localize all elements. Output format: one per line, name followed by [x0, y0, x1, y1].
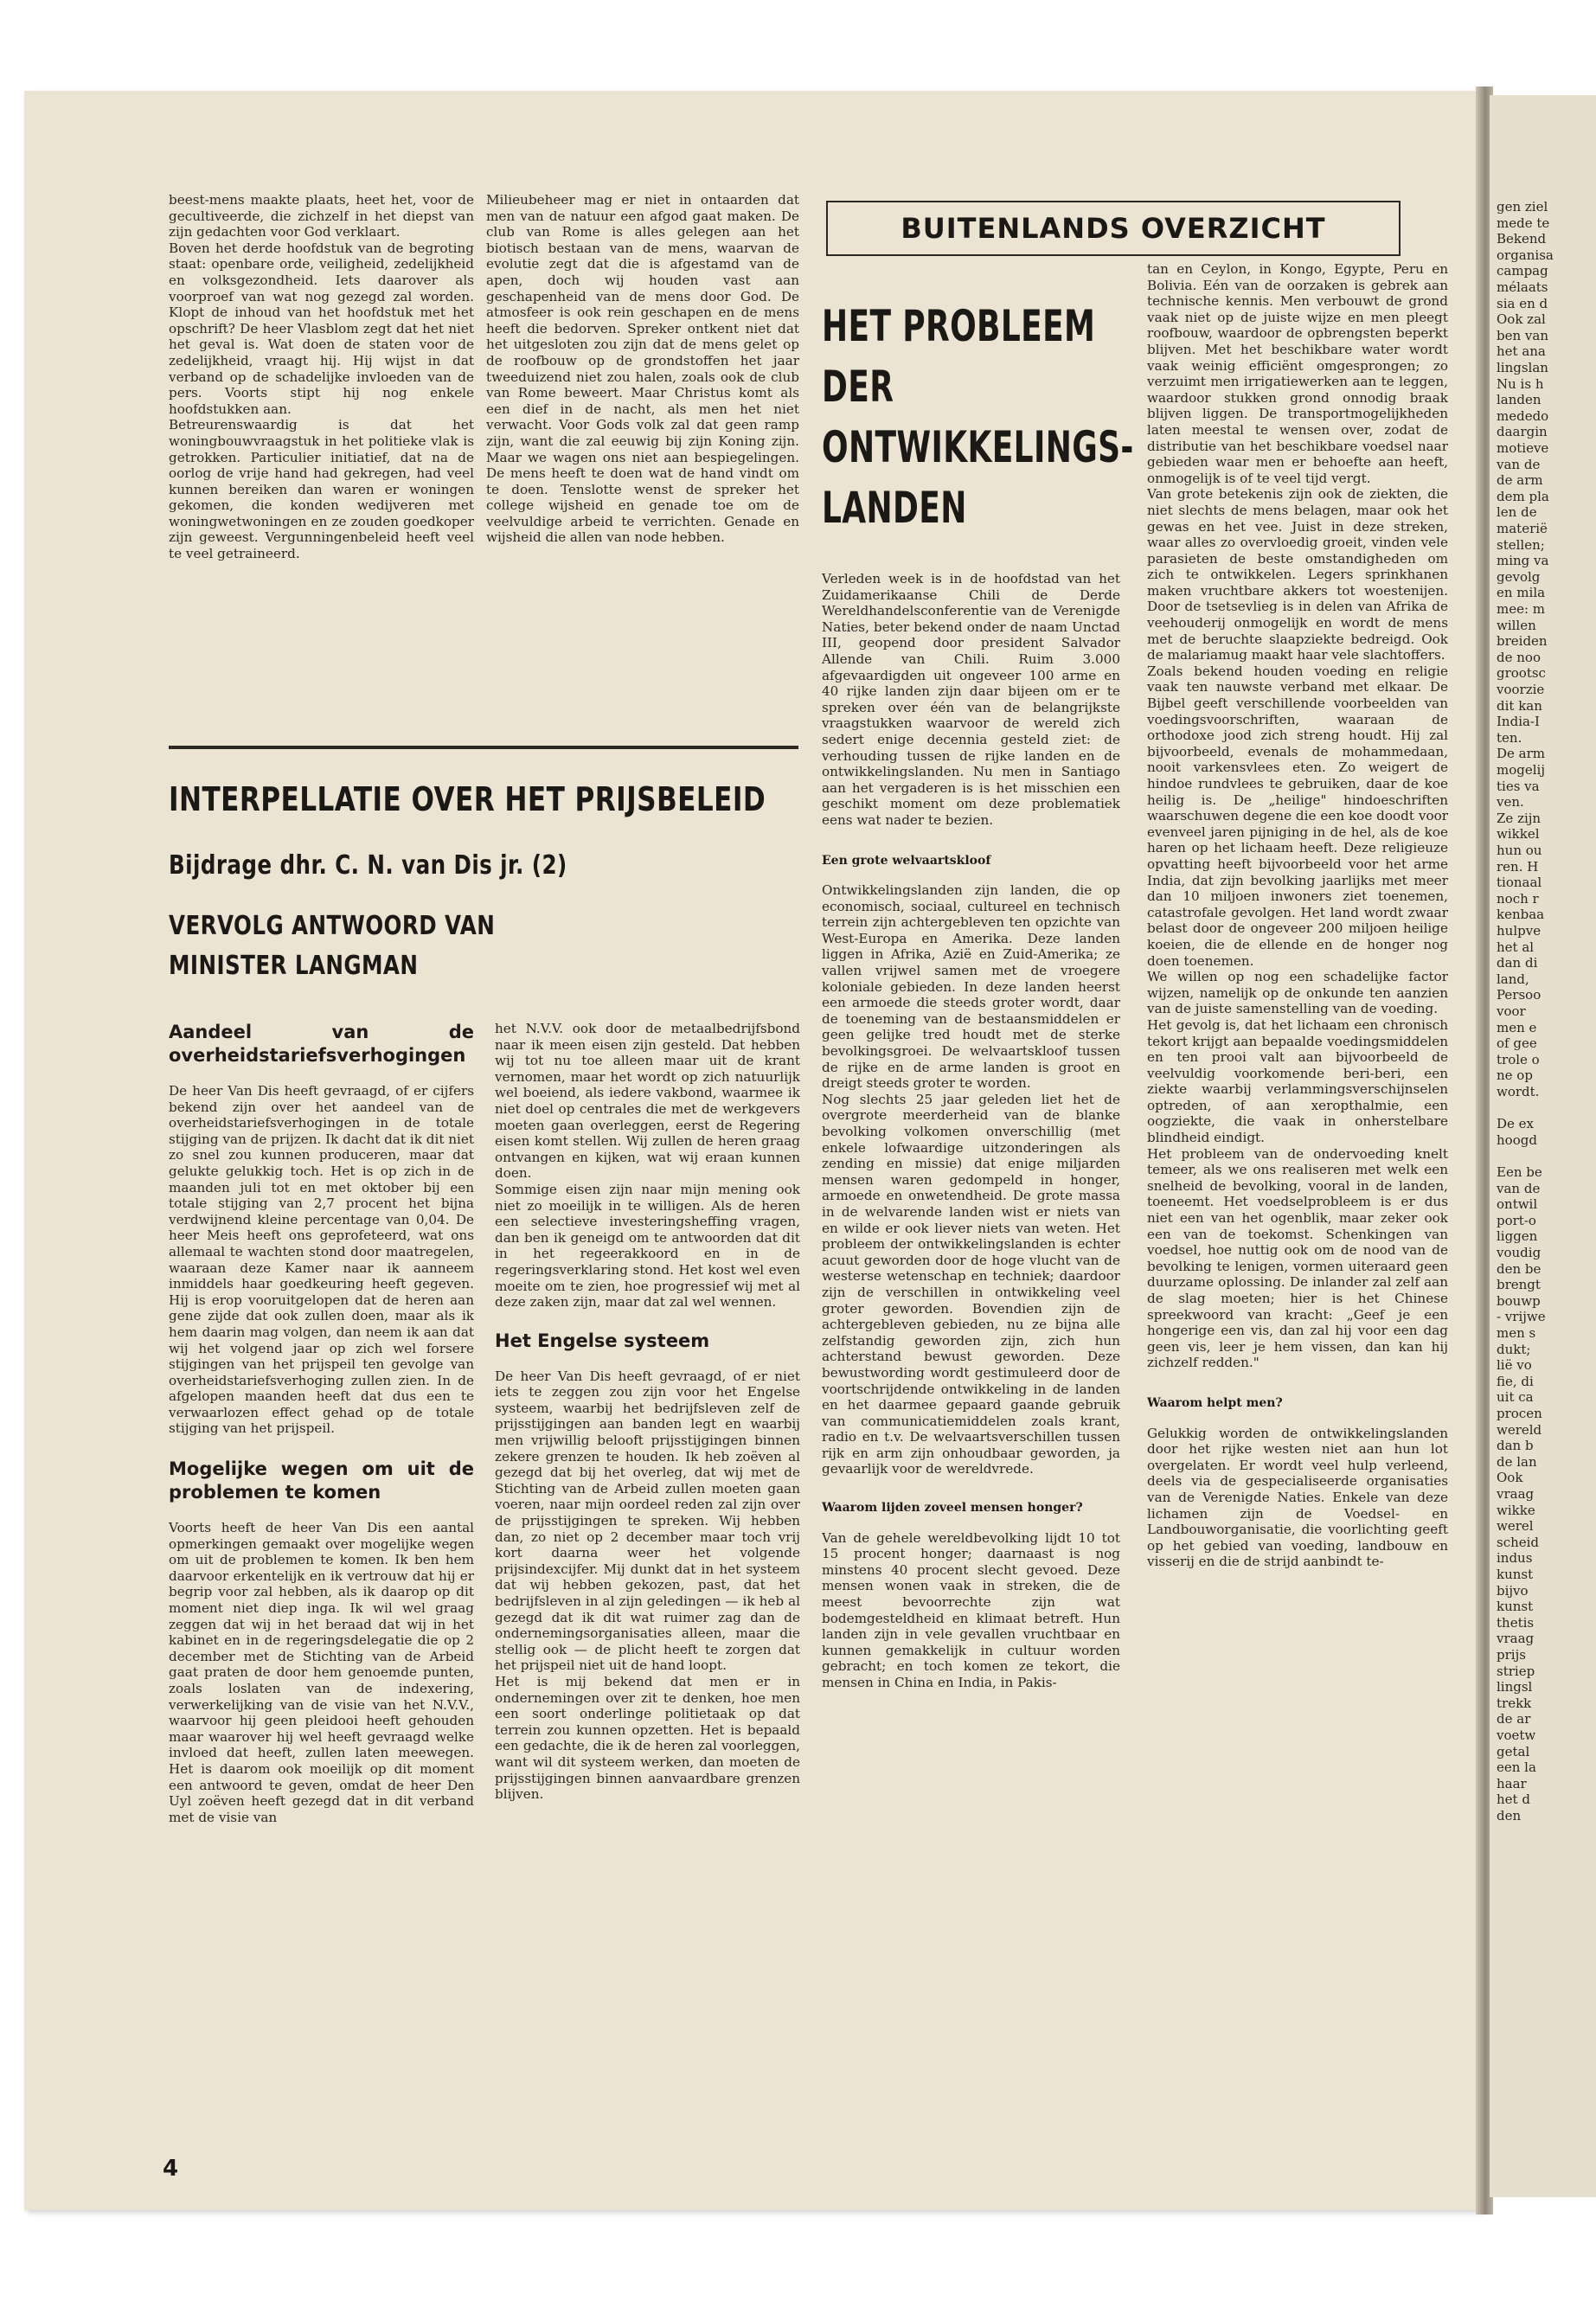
buitenlands-overzicht-banner [826, 201, 1401, 256]
next-page-edge-line: van de [1497, 456, 1541, 472]
section-rule [169, 746, 798, 749]
next-page-edge-line: gevolg [1497, 568, 1541, 585]
next-page-edge-line: landen [1497, 392, 1542, 408]
col1-top-text: beest-mens maakte plaats, heet het, voor de gecultiveerde, die zichzelf in het diepst van zijn gedachten voor God verklaart. Boven het derde hoofdstuk van de begroting staat: openbare orde, veiligheid, zedelijkheid en volksgezondheid. Iets daarover als voorproef van wat nog gezegd zal worden. Klopt de inhoud van het hoofdstuk met het opschrift? De heer Vlasblom zegt dat het niet het geval is. Wat doen de staten voor de zedelijkheid, vraagt hij. Hij wijst in dat verband op de schadelijke invloeden van de pers. Voorts stipt hij nog enkele hoofdstukken aan. Betreurenswaardig is dat het woningbouwvraagstuk in het politieke vlak is getrokken. Particulier initiatief, dat na de oorlog de vrije hand had gekregen, had veel kunnen bereiken dan waren er woningen gekomen, die konden wedijveren met woningwetwoningen en ze zouden goedkoper zijn geweest. Vergunningenbeleid heeft veel te veel getraineerd. [169, 192, 474, 562]
next-page-edge-line: van de [1497, 1180, 1541, 1196]
next-page-edge-line: trekk [1497, 1695, 1532, 1711]
sub-engelse-systeem: Het Engelse systeem [495, 1330, 710, 1351]
next-page-edge-line: mee: m [1497, 601, 1546, 617]
next-page-edge-line: vraag [1497, 1486, 1535, 1502]
next-page-edge-line: een la [1497, 1759, 1536, 1776]
next-page-edge-line: ties va [1497, 778, 1540, 794]
probleem-headline: HET PROBLEEM DER ONTWIKKELINGS- LANDEN [822, 301, 1134, 533]
next-page-edge-line: materië [1497, 521, 1548, 536]
next-page-edge-line: daargin [1497, 424, 1548, 440]
next-page-edge-line: wikke [1497, 1502, 1535, 1518]
next-page-edge-line: den [1497, 1808, 1522, 1823]
next-page-edge-line: mede te [1497, 215, 1550, 231]
next-page-edge-line: Ook zal [1497, 311, 1546, 328]
next-page-edge-line: lingslan [1497, 360, 1548, 375]
next-page-edge-line: sia en d [1497, 295, 1548, 311]
next-page-edge-line: ten. [1497, 729, 1522, 746]
next-page-edge-line: brengt [1497, 1277, 1541, 1293]
buitenland-col2: tan en Ceylon, in Kongo, Egypte, Peru en Bolivia. Eén van de oorzaken is gebrek aan technische kennis. Men verbouwt de grond vaak niet op de juiste wijze en men pleegt roofbouw, waardoor de opbrengsten beperkt blijven. Met het beschikbare water wordt vaak weinig efficiënt omgesprongen; zo verzuimt men irrigatiewerken aan te leggen, waardoor stukken grond onnodig braak blijven liggen. De transportmogelijkheden laten meestal te wensen over, zodat de distributie van het beschikbare voedsel naar gebieden waar men er behoefte aan heeft, onmogelijk is of te veel tijd vergt. Van grote betekenis zijn ook de ziekten, die niet slechts de mens belagen, maar ook het gewas en het vee. Juist in deze streken, waar alles zo overvloedig groeit, vinden vele parasieten de beste omstandigheden om zich te ontwikkelen. Legers sprinkhanen maken vruchtbare akkers tot woestenijen. Door de tsetsevlieg is in delen van Afrika de veehouderij onmogelijk en wordt de mens met de beruchte slaapziekte bedreigd. Ook de malariamug maakt haar vele slachtoffers. Zoals bekend houden voeding en religie vaak ten nauwste verband met elkaar. De Bijbel geeft verschillende voorbeelden van voedingsvoorschriften, waaraan de orthodoxe jood zich streng houdt. Hij zal bijvoorbeeld, evenals de mohammedaan, nooit varkensvlees eten. Zo weigert de hindoe rundvlees te gebruiken, daar de koe heilig is. De „heilige" hindoeschriften waarschuwen degene die een koe doodt voor evenveel jaren pijniging in de hel, als de koe haren op het lichaam heeft. Deze religieuze opvatting heeft bijvoorbeeld voor het arme India, dat zijn bevolking jaarlijks met meer dan 10 miljoen inwoners ziet toenemen, catastrofale gevolgen. Het land wordt zwaar belast door de ongeveer 200 miljoen heilige koeien, die de ellende en de honger nog doen toenemen. We willen op nog een schadelijke factor wijzen, namelijk op de onkunde ten aanzien van de juiste samenstelling van de voeding. Het gevolg is, dat het lichaam een chronisch tekort krijgt aan bepaalde voedingsmiddelen en ten prooi valt aan bijvoorbeeld de veelvuldig voorkomende beri-beri, een ziekte waarbij verlammingsverschijnselen optreden, of aan xeropthalmie, een oogziekte, die vaak in onherstelbare blindheid eindigt. Het probleem van de ondervoeding knelt temeer, als we ons realiseren met welk een snelheid de bevolking, vooral in de landen, toeneemt. Het voedselprobleem is er dus niet een van het ogenblik, maar zeker ook een van de toekomst. Schenkingen van voedsel, hoe nuttig ook om de nood van de bevolking te lenigen, vormen uiteraard geen duurzame oplossing. De inlander zal zelf aan de slag moeten; hier is het Chinese spreekwoord van kracht: „Geef je een hongerige een vis, dan zal hij voor een dag geen vis, leer je hem vissen, dan kan hij zichzelf redden." Waarom helpt men? Gelukkig worden de ontwikkelingslanden door het rijke westen niet aan hun lot overgelaten. Er wordt veel hulp verleend, deels via de gespecialiseerde organisaties van de Verenigde Naties. Enkele van deze lichamen zijn de Voedsel- en Landbouworganisatie, die voorlichting geeft op het gebied van voeding, landbouw en visserij en die de strijd aanbindt te- [1147, 261, 1448, 1570]
next-page-edge-line: fie, di [1497, 1373, 1534, 1389]
next-page-edge-line: prijs [1497, 1647, 1526, 1663]
sub-waarom-helpt: Waarom helpt men? [1147, 1395, 1283, 1410]
interpellatie-subhead-1: VERVOLG ANTWOORD VAN [169, 911, 496, 941]
next-page-edge-line: Ook [1497, 1470, 1523, 1486]
next-page-edge-line: grootsc [1497, 665, 1546, 682]
next-page-edge-line: werel [1497, 1518, 1534, 1535]
next-page-edge-line: ren. H [1497, 858, 1539, 875]
next-page-edge-line: procen [1497, 1406, 1542, 1421]
next-page-edge-line: ontwil [1497, 1196, 1538, 1213]
next-page-edge-line: wikkel [1497, 826, 1540, 843]
next-page-edge-line: uit ca [1497, 1389, 1534, 1406]
interpellatie-byline: Bijdrage dhr. C. N. van Dis jr. (2) [169, 850, 567, 881]
next-page-edge-line: kenbaa [1497, 907, 1545, 923]
next-page-edge-line: land, [1497, 971, 1529, 987]
next-page-edge-line: mogelij [1497, 762, 1545, 778]
next-page-edge-line: hoogd [1497, 1131, 1537, 1148]
next-page-edge-line: dem pla [1497, 488, 1549, 504]
sub-welvaartskloof: Een grote welvaartskloof [822, 853, 991, 868]
next-page-edge-line: dukt; [1497, 1341, 1531, 1357]
next-page-edge-line: campag [1497, 263, 1548, 279]
next-page-edge-line: India-I [1497, 714, 1540, 730]
next-page-edge-line: het ana [1497, 343, 1546, 360]
sub-mogelijke-wegen: Mogelijke wegen om uit de problemen te komen [169, 1458, 474, 1503]
col2-top-text: Milieubeheer mag er niet in ontaarden dat men van de natuur een afgod gaat maken. De club van Rome is alles gelegen aan het biotisch bestaan van de mens, waarvan de evolutie zegt dat die is afgestamd van de apen, doch wij houden vast aan geschapenheid van de mens door God. De atmosfeer is ook rein geschapen en de mens heeft die bedorven. Spreker ontkent niet dat het uitgesloten zou zijn dat de mens gelet op de roofbouw op de grondstoffen het jaar tweeduizend niet zou halen, zoals ook de club van Rome beweert. Maar Christus komt als een dief in de nacht, als men het niet verwacht. Voor Gods volk zal dat geen ramp zijn, want die zal eeuwig bij zijn Koning zijn. Maar we wagen ons niet aan bespiegelingen. De mens heeft te doen wat de hand vindt om te doen. Tenslotte wenst de spreker het college wijsheid en genade toe om de veelvuldige arbeid te verrichten. Genade en wijsheid die allen van node hebben. [486, 192, 799, 546]
next-page-edge-line: voor [1497, 1003, 1526, 1019]
next-page-edge-line: de arm [1497, 472, 1543, 489]
next-page-edge-line: men e [1497, 1019, 1537, 1035]
next-page-edge-line: indus [1497, 1550, 1533, 1567]
next-page-edge-line: Persoo [1497, 987, 1542, 1003]
next-page-edge-line: de lan [1497, 1453, 1537, 1470]
next-page-edge-line: het d [1497, 1791, 1530, 1808]
next-page-edge-line: De arm [1497, 746, 1546, 762]
next-page-edge-line: gen ziel [1497, 199, 1548, 215]
next-page-edge-line: en mila [1497, 585, 1546, 601]
next-page-edge-line: men s [1497, 1325, 1536, 1341]
next-page-edge-line: breiden [1497, 633, 1548, 650]
next-page-edge-line: bijvo [1497, 1582, 1529, 1599]
next-page-edge-line: scheid [1497, 1534, 1540, 1550]
next-page-edge-line: thetis [1497, 1614, 1535, 1631]
next-page-edge-line: voetw [1497, 1727, 1536, 1743]
next-page-edge [1490, 95, 1596, 2197]
sub-overheidstarieven: Aandeel van de overheidstariefsverhogingen [169, 1022, 474, 1066]
next-page-edge-line: mélaats [1497, 279, 1548, 295]
next-page-edge-line: de noo [1497, 649, 1541, 665]
next-page-edge-line: vraag [1497, 1631, 1535, 1647]
interpellatie-col2: het N.V.V. ook door de metaalbedrijfsbond naar ik meen eisen zijn gesteld. Dat hebben wij tot nu toe alleen maar uit de krant vernomen, maar het wordt op zich natuurlijk wel boeiend, als iedere vakbond, waarmee ik niet doel op centrales die met de werkgevers moeten gaan overleggen, eerst de Regering eisen komt stellen. Wij zullen de heren graag ontvangen en kijken, wat wij eraan kunnen doen. Sommige eisen zijn naar mijn mening ook niet zo moeilijk in te willigen. Als de heren een selectieve investeringsheffing vragen, dan ben ik geneigd om te antwoorden dat dit in het regeerakkoord en in de regeringsverklaring stond. Het kost wel even moeite om te zien, hoe progressief wij met al deze zaken zijn, maar dat zal wel wennen. Het Engelse systeem De heer Van Dis heeft gevraagd, of er niet iets te zeggen zou zijn voor het Engelse systeem, waarbij het bedrijfsleven zelf de prijsstijgingen aan banden legt en waarbij men vrijwillig belooft prijsstijgingen binnen zekere grenzen te houden. Ik heb zoëven al gezegd dat bij het overleg, dat wij met de Stichting van de Arbeid zullen moeten gaan voeren, naar mijn oordeel reden zal zijn over de prijsstijgingen te spreken. Wij hebben dan, zo niet op 2 december maar toch vrij kort daarna weer het volgende prijsindexcijfer. Mij dunkt dat in het systeem dat wij hebben gekozen, past, dat het bedrijfsleven in al zijn geledingen — ik heb al gezegd dat ik dit wat ruimer zag dan de ondernemingsorganisaties alleen, maar die stellig ook — de plicht heeft te zorgen dat het prijspeil niet uit de hand loopt. Het is mij bekend dat men er in ondernemingen over zit te denken, hoe men een soort onderlinge politietaak op dat terrein zou kunnen opzetten. Het is bepaald een gedachte, die ik de heren zal voorleggen, want wil dit systeem werken, dan moeten de prijsstijgingen binnen aanvaardbare grenzen blijven. [495, 1021, 800, 1803]
next-page-edge-line: len de [1497, 504, 1537, 521]
next-page-edge-line: ne op [1497, 1067, 1533, 1084]
next-page-edge-line: dit kan [1497, 697, 1542, 714]
next-page-edge-line: kunst [1497, 1567, 1534, 1582]
sub-honger: Waarom lijden zoveel mensen honger? [822, 1501, 1083, 1516]
next-page-edge-line: lingsl [1497, 1679, 1533, 1695]
next-page-edge-line: organisa [1497, 247, 1554, 263]
interpellatie-col1: Aandeel van de overheidstariefsverhogingen De heer Van Dis heeft gevraagd, of er cijfers bekend zijn over het aandeel van de overheidstariefsverhogingen in de totale stijging van de prijzen. Ik dacht dat ik dit niet zo snel zou kunnen produceren, maar dat gelukte gelukkig toch. Het is op zich in de maanden juli tot en met oktober bij een totale stijging van 2,7 procent het bijna verdwijnend kleine percentage van 0,04. De heer Meis heeft ons geprofeteerd, wat ons allemaal te wachten stond door maatregelen, waaraan deze Kamer naar ik aanneem inmiddels haar goedkeuring heeft gegeven. Hij is erop vooruitgelopen dat de heren aan gene zijde dat ook zullen doen, maar als ik hem daarin mag volgen, dan neem ik aan dat wij het volgend jaar op zich wel forsere stijgingen van het prijspeil ten gevolge van overheidstariefsverhoging zullen zien. In de afgelopen maanden heeft dat dus een te verwaarlozen effect gehad op de totale stijging van het prijspeil. Mogelijke wegen om uit de problemen te komen Voorts heeft de heer Van Dis een aantal opmerkingen gemaakt over mogelijke wegen om uit de problemen te komen. Ik ben hem daarvoor erkentelijk en ik vertrouw dat hij er begrip voor zal hebben, als ik daarop op dit moment niet diep inga. Ik wil wel graag zeggen dat wij in het beraad dat wij in het kabinet en in de regeringsdelegatie die op 2 december met de Stichting van de Arbeid gaat praten de door hem genoemde punten, zoals loslaten van de indexering, verwerkelijking van de visie van het N.V.V., waarvoor hij geen pleidooi heeft gehouden maar waarover hij wel heeft gevraagd welke invloed dat heeft, zullen laten meewegen. Het is daarom ook moeilijk op dit moment een antwoord te geven, omdat de heer Den Uyl zoëven heeft gezegd dat in dit verband met de visie van [169, 1022, 474, 1825]
next-page-edge-line: wordt. [1497, 1084, 1540, 1099]
next-page-edge-line: kunst [1497, 1599, 1534, 1615]
next-page-edge-line: stellen; [1497, 536, 1545, 553]
next-page-edge-line: ben van [1497, 327, 1548, 343]
next-page-edge-line: liggen [1497, 1228, 1538, 1245]
next-page-edge-line: trole o [1497, 1051, 1540, 1067]
next-page-edge-line: port-o [1497, 1212, 1536, 1228]
next-page-edge-line: motieve [1497, 440, 1549, 456]
next-page-edge-line: Bekend [1497, 231, 1547, 247]
next-page-edge-line: noch r [1497, 890, 1539, 907]
next-page-edge-line: ven. [1497, 794, 1524, 811]
next-page-edge-line: dan di [1497, 955, 1538, 971]
next-page-edge-line: wereld [1497, 1421, 1542, 1438]
buitenland-col1: Verleden week is in de hoofdstad van het Zuidamerikaanse Chili de Derde Wereldhandelsconferentie van de Verenigde Naties, beter bekend onder de naam Unctad III, geopend door president Salvador Allende van Chili. Ruim 3.000 afgevaardigden uit ongeveer 100 arme en 40 rijke landen zijn daar bijeen om er te spreken over één van de belangrijkste vraagstukken waarvoor de wereld zich sedert enige decennia gesteld ziet: de verhouding tussen de rijke landen en de ontwikkelingslanden. Nu men in Santiago aan het vergaderen is is het misschien een geschikt moment om deze problematiek eens wat nader te bezien. Een grote welvaartskloof Ontwikkelingslanden zijn landen, die op economisch, sociaal, cultureel en technisch terrein zijn achtergebleven ten opzichte van West-Europa en Amerika. Deze landen liggen in Afrika, Azië en Zuid-Amerika; ze vallen vrijwel samen met de vroegere koloniale gebieden. In deze landen heerst een armoede die steeds groter wordt, daar de toeneming van de bestaansmiddelen er geen gelijke tred houdt met de sterke bevolkingsgroei. De welvaartskloof tussen de rijke en de arme landen is groot en dreigt steeds groter te worden. Nog slechts 25 jaar geleden liet het de overgrote meerderheid van de blanke bevolking volkomen onverschillig (met enkele lofwaardige uitzonderingen als zending en missie) dat enige miljarden mensen waren gedompeld in honger, armoede en onwetendheid. De grote massa in de welvarende landen wist er niets van en wilde er ook liever niets van weten. Het probleem der ontwikkelingslanden is echter acuut geworden door de hoge vlucht van de westerse wetenschap en techniek; daardoor zijn de verschillen in ontwikkeling veel groter geworden. Bovendien zijn de achtergebleven gebieden, nu ze bijna alle zelfstandig geworden zijn, zich hun achterstand bewust geworden. Deze bewustwording wordt gestimuleerd door de voortschrijdende ontwikkeling in de landen en het daarmee gepaard gaande gebruik van communicatiemiddelen zoals krant, radio en t.v. De welvaartsverschillen tussen rijk en arm zijn onhoudbaar geworden, ja gevaarlijk voor de wereldvrede. Waarom lijden zoveel mensen honger? Van de gehele wereldbevolking lijdt 10 tot 15 procent honger; daarnaast is nog minstens 40 procent slecht gevoed. Deze mensen wonen vaak in streken, die de meest bevoorrechte zijn wat bodemgesteldheid en klimaat betreft. Hun landen zijn in vele gevallen vruchtbaar en kunnen gemakkelijk in cultuur worden gebracht; en toch komen ze tekort, die mensen in China en India, in Pakis- [822, 571, 1120, 1690]
next-page-edge-line: bouwp [1497, 1292, 1541, 1309]
next-page-edge-line: Nu is h [1497, 375, 1544, 392]
next-page-edge-line: Een be [1497, 1164, 1542, 1180]
next-page-edge-line: hulpve [1497, 923, 1542, 939]
next-page-edge-line: het al [1497, 939, 1535, 955]
next-page-edge-line: tionaal [1497, 875, 1542, 891]
next-page-edge-line: hun ou [1497, 843, 1542, 858]
interpellatie-headline: INTERPELLATIE OVER HET PRIJSBELEID [169, 780, 766, 818]
next-page-edge-line: getal [1497, 1743, 1530, 1759]
next-page-edge-line: den be [1497, 1260, 1542, 1277]
next-page-edge-line: Ze zijn [1497, 810, 1542, 826]
next-page-edge-line: lië vo [1497, 1357, 1532, 1374]
next-page-edge-line: mededo [1497, 407, 1549, 424]
next-page-edge-line: haar [1497, 1775, 1527, 1791]
next-page-edge-line: voorzie [1497, 682, 1545, 697]
next-page-edge-line: ming va [1497, 553, 1549, 569]
next-page-edge-line: De ex [1497, 1116, 1535, 1132]
banner-title: BUITENLANDS OVERZICHT [901, 212, 1326, 245]
next-page-edge-line: voudig [1497, 1245, 1542, 1260]
next-page-edge-line: dan b [1497, 1438, 1534, 1454]
next-page-edge-line: striep [1497, 1663, 1535, 1679]
page-number: 4 [163, 2156, 179, 2182]
next-page-edge-line: - vrijwe [1497, 1309, 1546, 1325]
next-page-edge-line: de ar [1497, 1711, 1531, 1727]
interpellatie-subhead-2: MINISTER LANGMAN [169, 951, 419, 981]
next-page-edge-line: willen [1497, 617, 1536, 633]
next-page-edge-line: of gee [1497, 1035, 1537, 1052]
